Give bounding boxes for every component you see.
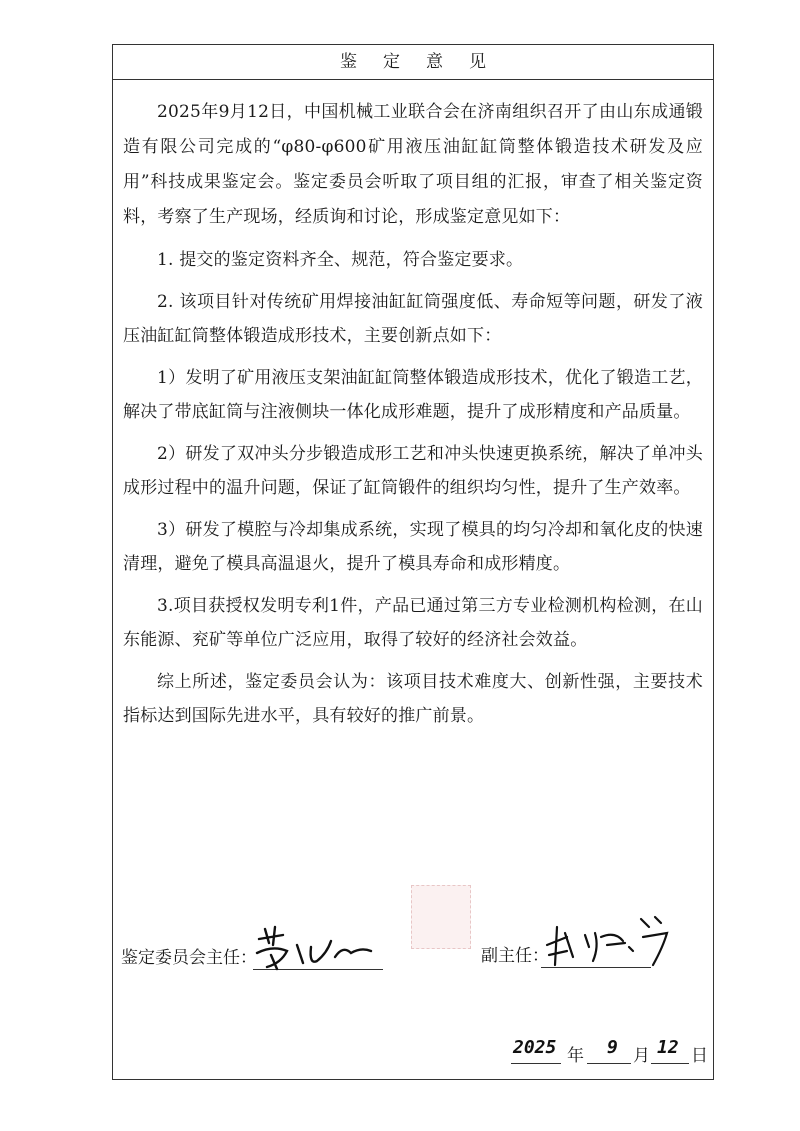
date-row xyxy=(511,1035,711,1065)
paragraph-item-1: 1. 提交的鉴定资料齐全、规范，符合鉴定要求。 xyxy=(157,250,524,270)
paragraph-conclusion: 综上所述，鉴定委员会认为：该项目技术难度大、创新性强，主要技术指标达到国际先进水平，具有较好的推广前景。 xyxy=(123,672,703,726)
paragraph-item-3: 3.项目获授权发明专利1件，产品已通过第三方专业检测机构检测，在山东能源、兖矿等单位广泛应用，取得了较好的经济社会效益。 xyxy=(123,596,703,650)
year-line xyxy=(511,1063,561,1064)
paragraph-innovation-2: 2）研发了双冲头分步锻造成形工艺和冲头快速更换系统，解决了单冲头成形过程中的温升问题，保证了缸筒锻件的组织均匀性，提升了生产效率。 xyxy=(123,444,703,498)
date-month: 9 xyxy=(607,1037,618,1058)
paragraph-item-2: 2. 该项目针对传统矿用焊接油缸缸筒强度低、寿命短等问题，研发了液压油缸缸筒整体锻造成形技术，主要创新点如下： xyxy=(123,292,703,346)
paragraph-innovation-1: 1）发明了矿用液压支架油缸缸筒整体锻造成形技术，优化了锻造工艺，解决了带底缸筒与注液侧块一体化成形难题，提升了成形精度和产品质量。 xyxy=(123,368,703,422)
opinion-body xyxy=(123,95,703,733)
vice-chair-label: 副主任： xyxy=(481,946,549,966)
form-title: 鉴定意见 xyxy=(113,45,713,80)
month-unit: 月 xyxy=(633,1046,650,1066)
date-day: 12 xyxy=(657,1037,679,1058)
chair-label: 鉴定委员会主任： xyxy=(121,948,257,968)
opinion-form xyxy=(112,44,714,1080)
chair-signature xyxy=(253,923,383,971)
paragraph-innovation-3: 3）研发了模腔与冷却集成系统，实现了模具的均匀冷却和氧化皮的快速清理，避免了模具高温退火，提升了模具寿命和成形精度。 xyxy=(123,520,703,574)
signature-area xyxy=(113,885,713,1066)
vice-chair-signature xyxy=(537,907,677,969)
day-line xyxy=(651,1063,689,1064)
paragraph-intro: 2025年9月12日，中国机械工业联合会在济南组织召开了由山东成通锻造有限公司完成的“φ80-φ600矿用液压油缸缸筒整体锻造技术研发及应用”科技成果鉴定会。鉴定委员会听取了项目组的汇报，审查了相关鉴定资料，考察了生产现场，经质询和讨论，形成鉴定意见如下： xyxy=(123,102,703,227)
date-year: 2025 xyxy=(513,1037,557,1058)
month-line xyxy=(587,1063,631,1064)
day-unit: 日 xyxy=(691,1046,708,1066)
year-unit: 年 xyxy=(567,1046,584,1066)
seal-stamp xyxy=(411,885,471,949)
